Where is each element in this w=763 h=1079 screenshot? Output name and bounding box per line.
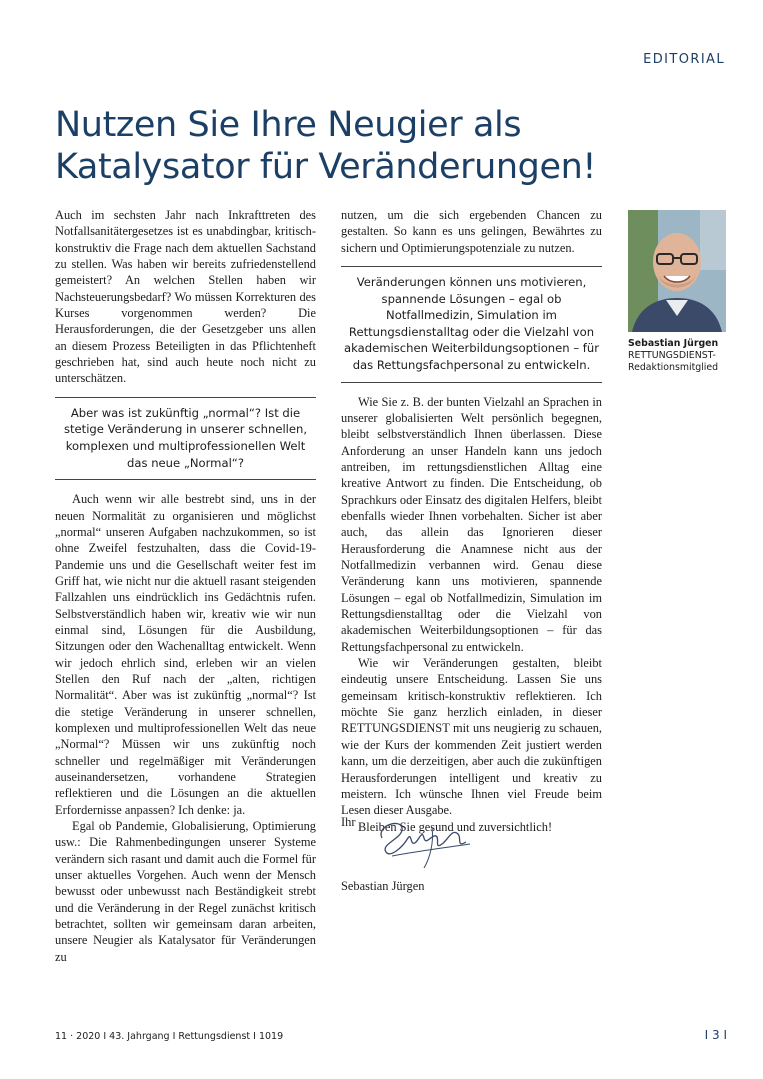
section-label: EDITORIAL	[643, 52, 725, 67]
paragraph: Auch wenn wir alle bestrebt sind, uns in der neuen Normalität zu organisieren und möglichst „normal“ unseren Aufgaben nachzukommen, so ist ohne Zweifel festzuhalten, dass die Covid-19-Pandemie uns und die Gesellschaft weiter fest im Griff hat, wie nicht nur die aktuell rasant steigenden Fallzahlen uns eindrücklich ins Gedächtnis rufen. Selbstverständlich haben wir, kreativ wie wir nun einmal sind, Lösungen für die Ausbildung, Sitzungen oder den Wachenalltag entwickelt. Wenn wir jedoch ehrlich sind, erleben wir an vielen Stellen den Ruf nach der „alten, richtigen Normalität“. Aber was ist zukünftig „normal“? Ist die stetige Veränderung in unserer schnellen, komplexen und multiprofessionellen Welt das neue „Normal“? Müssen wir uns zukünftig noch schneller und regelmäßiger mit Veränderungen auseinandersetzen, vorhandene Strategien reflektieren und die Lösungen an die aktuellen Erfordernisse anpassen? Ich denke: ja.	[55, 492, 316, 817]
paragraph: Wie wir Veränderungen gestalten, bleibt eindeutig unsere Entscheidung. Lassen Sie uns gemeinsam kritisch-konstruktiv reflektieren. Ich möchte Sie ganz herzlich einladen, in dieser RETTUNGSDIENST mit uns neugierig zu schauen, wie der Kurs der kommenden Zeit justiert werden kann, um die derzeitigen, aber auch die zukünftigen Herausforderungen intelligent und kreativ zu meistern. Ich wünsche Ihnen viel Freude beim Lesen dieser Ausgabe.	[341, 656, 602, 818]
paragraph: Egal ob Pandemie, Globalisierung, Optimierung usw.: Die Rahmenbedingungen unserer Systeme verändern sich rasant und damit auch die Formel für unser aktuelles Vorgehen. Auch wenn der Mensch bewusst oder unbewusst nach Beständigkeit strebt und die Veränderung in der Regel zunächst kritisch betrachtet, sollten wir gemeinsam daran arbeiten, unsere Neugier als Katalysator für Veränderungen zu	[55, 819, 316, 964]
closing-word: Ihr	[341, 815, 356, 829]
signature-image	[372, 808, 480, 878]
title-line-1: Nutzen Sie Ihre Neugier als	[55, 105, 522, 145]
paragraph: Auch im sechsten Jahr nach Inkrafttreten des Notfallsanitätergesetzes ist es unabdingbar, kritisch-konstruktiv die Frage nach dem aktuellen Sachstand zu stellen. Was haben wir bereits zufriedenstellend gemeistert? An welchen Stellen haben wir Nachsteuerungsbedarf? Wo müssen Korrekturen des Kurses vorgenommen werden? Die Herausforderungen, die der Gesetzgeber uns allen an diesem Prozess Beteiligten in das Pflichtenheft geschrieben hat, sind auch heute noch nicht zu unterschätzen.	[55, 208, 316, 386]
author-role-line-2: Redaktionsmitglied	[628, 362, 719, 373]
text-column-right	[341, 207, 602, 835]
text-column-left	[55, 207, 316, 965]
issue-footer: 11 · 2020 I 43. Jahrgang I Rettungsdienst I 1019	[55, 1031, 284, 1042]
paragraph: nutzen, um die sich ergebenden Chancen zu gestalten. So kann es uns gelingen, Bewährtes zu sichern und Optimierungspotenziale zu nutzen.	[341, 208, 602, 255]
author-name: Sebastian Jürgen	[628, 338, 719, 349]
author-caption	[628, 338, 748, 374]
page-number: I 3 I	[704, 1028, 727, 1042]
article-title	[55, 104, 715, 188]
title-line-2: Katalysator für Veränderungen!	[55, 147, 596, 187]
pull-quote: Veränderungen können uns motivieren, spannende Lösungen – egal ob Notfallmedizin, Simulation im Rettungsdienstalltag oder die Vielzahl von akademischen Weiterbildungsoptionen – für das Rettungsfachpersonal zu entwickeln.	[341, 266, 602, 383]
signed-name: Sebastian Jürgen	[341, 879, 425, 893]
author-photo	[628, 210, 726, 332]
paragraph: Wie Sie z. B. der bunten Vielzahl an Sprachen in unserer globalisierten Welt persönlich begegnen, bleibt selbstverständlich Ihnen überlassen. Diese Anforderung an unser Handeln kann uns jedoch antreiben, im rettungsdienstlichen Alltag eine kreative Antwort zu finden. Die Entscheidung, ob Sprachkurs oder Einsatz des digitalen Helfers, bleibt ebenfalls wieder Ihnen vorbehalten. Sicher ist aber auch, das allein das Ignorieren dieser Herausforderung die Anamnese nicht aus der Notfallmedizin verbannen wird. Genau diese Veränderung kann uns motivieren, spannende Lösungen – egal ob Notfallmedizin, Simulation im Rettungsdienstalltag oder die Vielzahl von akademischen Weiterbildungsoptionen – für das Rettungsfachpersonal zu entwickeln.	[341, 394, 602, 654]
author-portrait-image	[628, 210, 726, 332]
pull-quote: Aber was ist zukünftig „normal“? Ist die stetige Veränderung in unserer schnellen, komplexen und multiprofessionellen Welt das neue „Normal“?	[55, 397, 316, 480]
paragraph: Bleiben Sie gesund und zuversichtlich!	[358, 819, 553, 834]
author-role-line-1: RETTUNGSDIENST-	[628, 350, 716, 361]
